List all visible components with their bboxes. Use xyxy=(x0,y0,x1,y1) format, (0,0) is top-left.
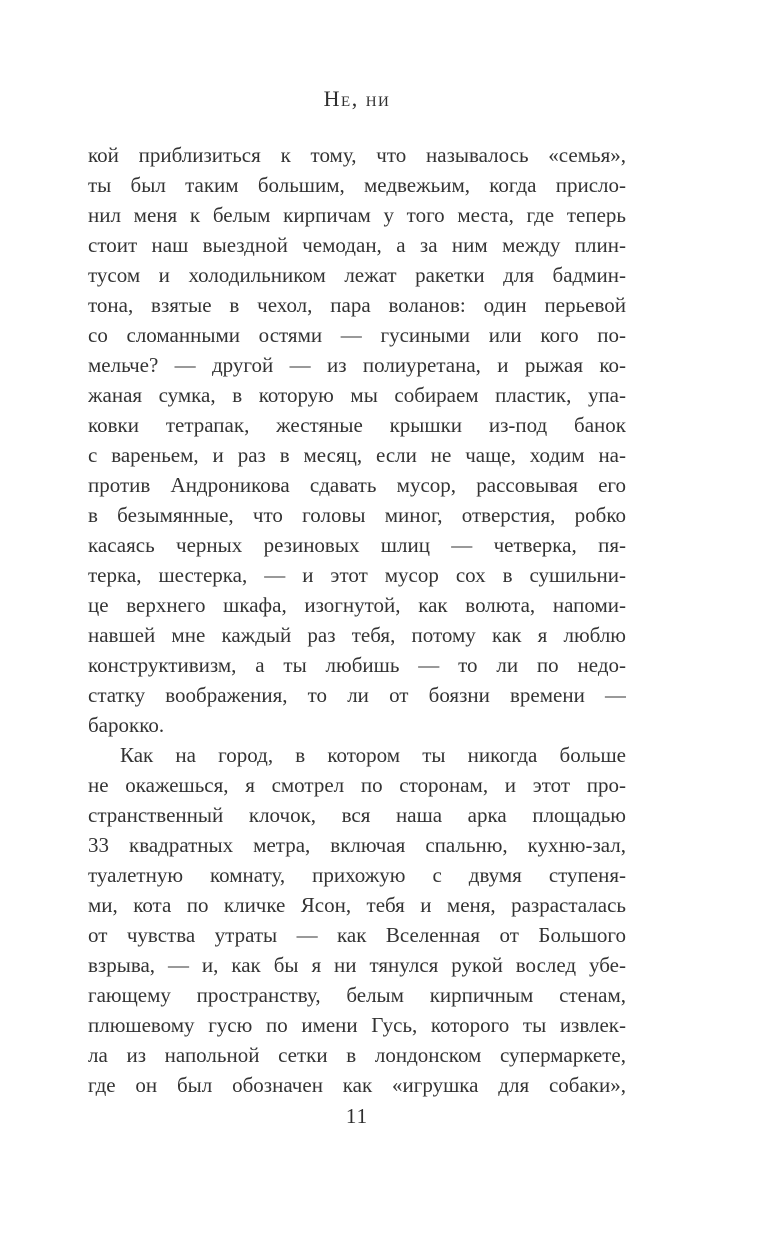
text-line: ми, кота по кличке Ясон, тебя и меня, разрасталась xyxy=(88,893,626,917)
text-line: тусом и холодильником лежат ракетки для бадмин- xyxy=(88,263,626,287)
text-line: жаная сумка, в которую мы собираем пластик, упа- xyxy=(88,383,626,407)
text-line: где он был обозначен как «игрушка для собаки», xyxy=(88,1073,626,1097)
page-number: 11 xyxy=(345,1104,369,1128)
text-line: касаясь черных резиновых шлиц — четверка, пя- xyxy=(88,533,626,557)
text-line: ты был таким большим, медвежьим, когда присло- xyxy=(88,173,626,197)
text-line: стоит наш выездной чемодан, а за ним между плин- xyxy=(88,233,626,257)
text-line: в безымянные, что головы миног, отверстия, робко xyxy=(88,503,626,527)
text-line: Как на город, в котором ты никогда больше xyxy=(120,743,626,767)
text-line: нил меня к белым кирпичам у того места, где теперь xyxy=(88,203,626,227)
text-line: плюшевому гусю по имени Гусь, которого ты извлек- xyxy=(88,1013,626,1037)
text-line: странственный клочок, вся наша арка площадью xyxy=(88,803,626,827)
running-header: Не, ни xyxy=(323,86,391,111)
text-line: не окажешься, я смотрел по сторонам, и этот про- xyxy=(88,773,626,797)
text-line: со сломанными остями — гусиными или кого по- xyxy=(88,323,626,347)
text-line: статку воображения, то ли от боязни времени — xyxy=(88,683,626,707)
text-line: мельче? — другой — из полиуретана, и рыжая ко- xyxy=(88,353,626,377)
text-line: ла из напольной сетки в лондонском супермаркете, xyxy=(88,1043,626,1067)
text-line: ковки тетрапак, жестяные крышки из-под банок xyxy=(88,413,626,437)
text-line: конструктивизм, а ты любишь — то ли по недо- xyxy=(88,653,626,677)
text-line: це верхнего шкафа, изогнутой, как волюта, напоми- xyxy=(88,593,626,617)
text-line: туалетную комнату, прихожую с двумя ступеня- xyxy=(88,863,626,887)
text-line: с вареньем, и раз в месяц, если не чаще, ходим на- xyxy=(88,443,626,467)
text-line: навшей мне каждый раз тебя, потому как я люблю xyxy=(88,623,626,647)
text-line: от чувства утраты — как Вселенная от Большого xyxy=(88,923,626,947)
text-line: взрыва, — и, как бы я ни тянулся рукой вослед убе- xyxy=(88,953,626,977)
text-line: против Андроникова сдавать мусор, рассовывая его xyxy=(88,473,626,497)
text-line: барокко. xyxy=(88,713,165,737)
text-line: 33 квадратных метра, включая спальню, кухню-зал, xyxy=(88,833,626,857)
text-block xyxy=(88,140,626,1100)
text-line: терка, шестерка, — и этот мусор сох в сушильни- xyxy=(88,563,626,587)
text-line: кой приблизиться к тому, что называлось «семья», xyxy=(88,143,626,167)
text-line: гающему пространству, белым кирпичным стенам, xyxy=(88,983,626,1007)
text-line: тона, взятые в чехол, пара воланов: один перьевой xyxy=(88,293,626,317)
